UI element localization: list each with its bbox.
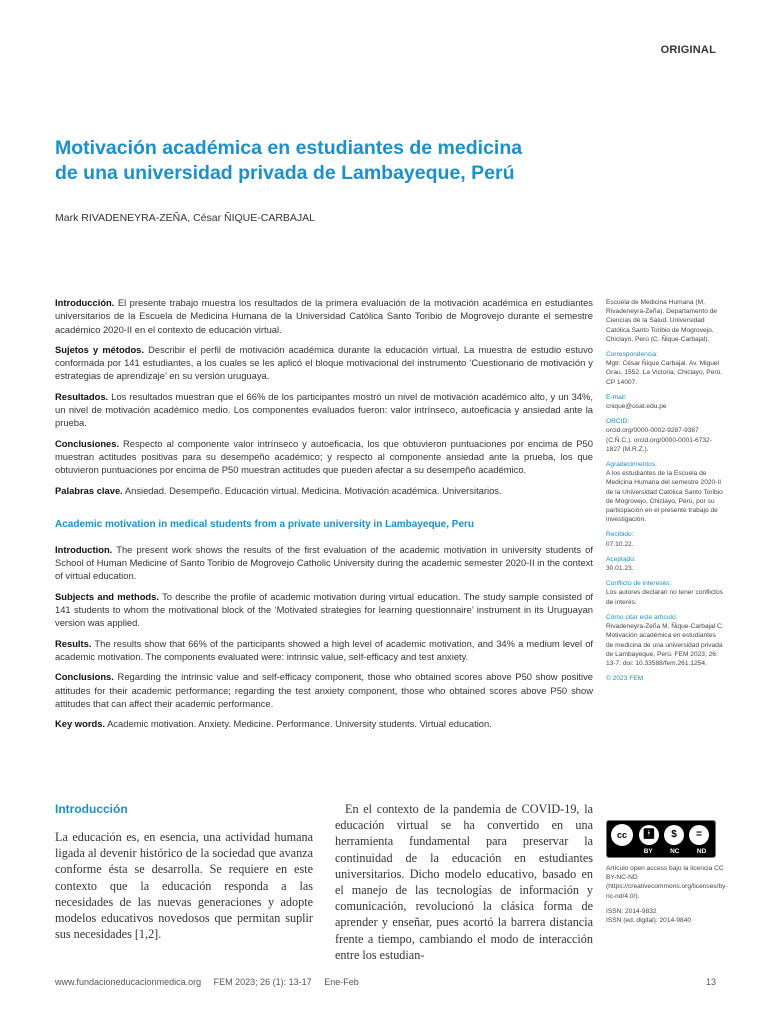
- conflict-text: Los autores declaran no tener conflictos de interés.: [606, 589, 723, 606]
- abstract-es-results: Resultados. Los resultados muestran que el 66% de los participantes mostró un nivel de motivación académico alto, y un 34%, un nivel de motivación académico medio. Los componentes evaluados fueron: valor intrínseco, autoeficacia y ansiedad ante la prueba.: [55, 390, 593, 429]
- footer-period: Ene-Feb: [324, 977, 359, 987]
- sidebar-bottom: [606, 864, 728, 925]
- orcid-label: ORCID:: [606, 418, 630, 426]
- equals-icon: =: [689, 825, 709, 845]
- abstract-en-results: Results. The results show that 66% of the participants showed a high level of academic motivation, and 34% a medium level of academic motivation. The components evaluated were: intrinsic value, self-efficacy and test anxiety.: [55, 637, 594, 662]
- orcid-links[interactable]: orcid.org/0000-0002-9287-9387 (C.Ñ.C.). orcid.org/0000-0001-6732-1827 (M.R.Z.).: [606, 427, 712, 453]
- abstract-es-methods: Sujetos y métodos. Describir el perfil de motivación académica durante la educación virtual. La muestra de estudio estuvo conformada por 141 estudiantes, a los cuales se les aplicó el bloque motivacional del instrumento ‘Cuestionario de motivación y estrategias de aprendizaje’ en su versión uruguaya.: [55, 343, 593, 382]
- title-line-1: Motivación académica en estudiantes de medicina: [55, 137, 523, 159]
- correspondence-text: Mgtr. César Ñique Carbajal. Av. Miguel Grau, 1552. La Victoria, Chiclayo, Perú. CP 14007.: [606, 360, 723, 386]
- issn: ISSN: 2014-9832: [606, 907, 657, 915]
- acknowledgements-text: A los estudiantes de la Escuela de Medicina Humana del semestre 2020-II de la Universidad Católica Santo Toribio de Mogrovejo, Chiclayo, Perú, por su participación en el presente trabajo de investigación.: [606, 470, 723, 524]
- section-label: ORIGINAL: [660, 44, 716, 56]
- footer-url[interactable]: www.fundacioneducacionmedica.org: [55, 977, 202, 987]
- acknowledgements-label: Agradecimientos:: [606, 461, 657, 469]
- abstract-block: [55, 296, 593, 737]
- abstract-en-methods: Subjects and methods. To describe the profile of academic motivation during virtual education. The study sample consisted of 141 students to whom the motivational block of the ‘Motivated strategies for learning questionnaire’ instrument in its Uruguayan version was applied.: [55, 590, 594, 629]
- cc-license-badge[interactable]: [606, 820, 716, 858]
- page-number: 13: [705, 977, 716, 987]
- cc-nc-label: NC: [670, 848, 680, 855]
- abstract-es-keywords: Palabras clave. Ansiedad. Desempeño. Educación virtual. Medicina. Motivación académica. Universitarios.: [55, 484, 502, 496]
- accepted-label: Aceptado:: [606, 555, 636, 563]
- accepted-date: 30.01.23.: [606, 565, 634, 573]
- authors: Mark RIVADENEYRA-ZEÑA, César ÑIQUE-CARBAJAL: [55, 212, 316, 224]
- intro-column-1: La educación es, en esencia, una actividad humana ligada al devenir histórico de la sociedad que avanza conforme ésta se desarrolla. Se requiere en este contexto que la educación responda a las necesidades de las nuevas generaciones y adopte modelos educativos novedosos que permitan suplir sus necesidades [1,2].: [55, 830, 313, 942]
- affiliation: Escuela de Medicina Humana (M. Rivadeneyra-Zeña). Departamento de Ciencias de la Salud. Universidad Católica Santo Toribio de Mogrovejo. Chiclayo, Perú (C. Ñique-Carbajal).: [606, 299, 718, 343]
- footer-citation: FEM 2023; 26 (1): 13-17: [213, 977, 312, 987]
- intro-heading: Introducción: [55, 802, 128, 816]
- copyright: © 2023 FEM: [606, 675, 644, 683]
- cc-icon: cc: [611, 824, 633, 846]
- person-icon: 🚹︎: [639, 825, 659, 845]
- conflict-label: Conflicto de intereses:: [606, 580, 672, 588]
- english-title: Academic motivation in medical students from a private university in Lambayeque, Peru: [55, 518, 475, 530]
- license-text: Artículo open access bajo la licencia CC BY-NC-ND (https://creativecommons.org/licenses/by-nc-nd/4.0/).: [606, 865, 728, 900]
- intro-column-2: En el contexto de la pandemia de COVID-19, la educación virtual se ha convertido en una herramienta fundamental para preservar la continuidad de la educación en estudiantes universitarios. Dicho modelo educativo, basado en el manejo de las tecnologías de información y comunicación, revolucionó la clásica forma de aprender y enseñar, pues acortó la barrera distancia frente a tiempo, cambiando el modo de interacción entre los estudian-: [335, 802, 593, 962]
- correspondence-label: Correspondencia:: [606, 351, 659, 359]
- no-dollar-icon: $: [664, 825, 684, 845]
- sidebar-top: [606, 298, 724, 683]
- abstract-en-keywords: Key words. Academic motivation. Anxiety. Medicine. Performance. University students. Virtual education.: [55, 718, 492, 730]
- footer: [55, 977, 369, 987]
- abstract-es-intro: Introducción. El presente trabajo muestra los resultados de la primera evaluación de la motivación académica en estudiantes universitarios de la Escuela de Medicina Humana de la Universidad Católica Santo Toribio de Mogrovejo durante el semestre académico 2020-II en el contexto de educación virtual.: [55, 297, 593, 335]
- cc-nd-label: ND: [696, 848, 707, 855]
- email-link[interactable]: cnique@usat.edu.pe: [606, 403, 667, 411]
- article-title: [55, 136, 575, 186]
- received-label: Recibido:: [606, 531, 634, 539]
- email-label: E-mail:: [606, 393, 627, 401]
- abstract-es-conclusions: Conclusiones. Respecto al componente valor intrínseco y autoeficacia, los que obtuvieron puntuaciones por encima de P50 muestran actitudes positivas para su desempeño académico; y respecto al componente ansiedad ante la prueba, los que obtuvieron puntuaciones por encima de P50 muestran actitudes que pueden afectar a su desempeño académico.: [55, 437, 593, 476]
- abstract-en-conclusions: Conclusions. Regarding the intrinsic value and self-efficacy component, those who obtained scores above P50 show positive attitudes for their academic performance; regarding the test anxiety component, those who obtained scores above P50 show attitudes that can affect their academic performance.: [55, 671, 594, 709]
- cite-text: Rivadeneyra-Zeña M, Ñique-Carbajal C. Motivación académica en estudiantes de medicina de una universidad privada de Lambayeque, Perú. FEM 2023; 26: 13-7. doi: 10.33588/fem.261.1254.: [606, 623, 724, 667]
- title-line-2: de una universidad privada de Lambayeque, Perú: [55, 162, 515, 184]
- abstract-en-intro: Introduction. The present work shows the results of the first evaluation of the academic motivation in university students of School of Human Medicine of Santo Toribio de Mogrovejo Catholic University during the academic semester 2020-II in the context of virtual education.: [55, 543, 593, 582]
- cite-label: Cómo citar este artículo:: [606, 613, 678, 621]
- received-date: 07.10.22.: [606, 540, 634, 548]
- cc-labels: [635, 848, 715, 855]
- issn-digital: ISSN (ed. digital): 2014-9840: [606, 917, 692, 925]
- cc-by-label: BY: [643, 848, 653, 855]
